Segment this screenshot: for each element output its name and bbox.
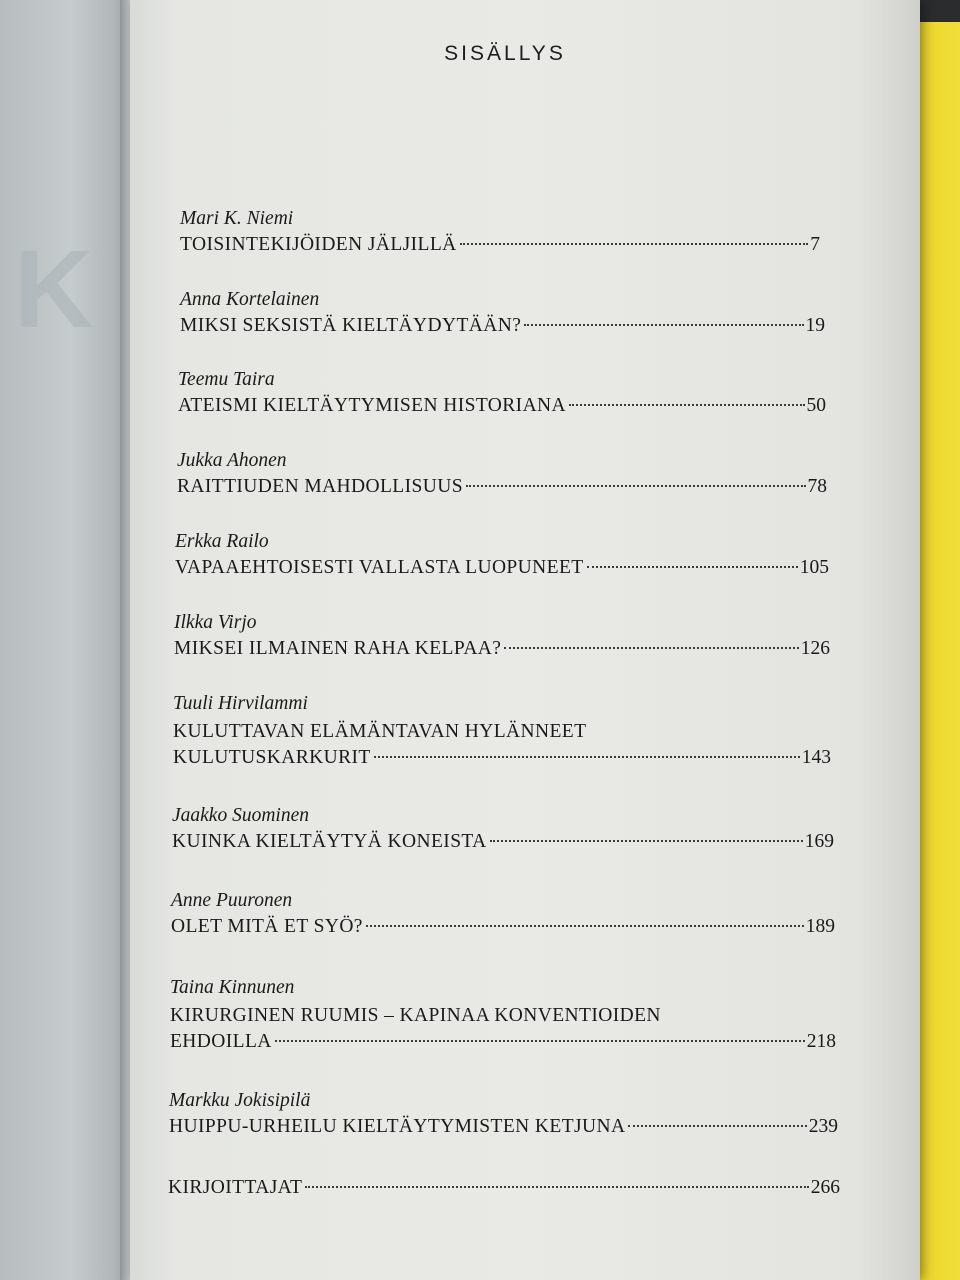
entry-author: Tuuli Hirvilammi [173, 693, 308, 714]
toc-entry [169, 1088, 839, 1140]
entry-author: Mari K. Niemi [180, 208, 294, 229]
facing-page-print: K [14, 230, 94, 350]
dot-leader [366, 925, 804, 927]
contents-page [130, 0, 920, 1280]
dot-leader [305, 1186, 808, 1188]
entry-title: MIKSI SEKSISTÄ KIELTÄYDYTÄÄN? [180, 315, 522, 336]
entry-author: Taina Kinnunen [170, 977, 295, 998]
entry-author: Markku Jokisipilä [169, 1090, 311, 1111]
entry-title: MIKSEI ILMAINEN RAHA KELPAA? [174, 638, 502, 659]
dot-leader [587, 566, 798, 568]
entry-author: Anna Kortelainen [180, 289, 320, 310]
entry-author: Anne Puuronen [171, 890, 293, 911]
toc-entry [172, 803, 842, 855]
dot-leader [504, 647, 798, 649]
entry-page-number: 189 [805, 916, 835, 937]
dot-leader [628, 1125, 806, 1127]
toc-entry [180, 206, 850, 258]
entry-title-row [173, 745, 831, 771]
entry-title-row [170, 1029, 836, 1055]
toc-entry [180, 287, 850, 339]
entry-author: Jaakko Suominen [172, 805, 309, 826]
toc-entry [173, 691, 843, 771]
entry-author: Teemu Taira [178, 369, 275, 390]
toc-entry [175, 529, 845, 581]
toc-entry [178, 367, 848, 419]
dot-leader [374, 756, 800, 758]
entry-title: KULUTUSKARKURIT [173, 747, 371, 768]
entry-page-number: 105 [799, 557, 829, 578]
entry-page-number: 169 [804, 831, 834, 852]
entry-author: Jukka Ahonen [177, 450, 287, 471]
entry-title-row [174, 636, 830, 662]
entry-title-row [180, 232, 820, 258]
entry-title: EHDOILLA [170, 1031, 272, 1052]
entry-page-number: 218 [806, 1031, 836, 1052]
entry-title: KIRJOITTAJAT [168, 1177, 303, 1198]
entry-title-line: KULUTTAVAN ELÄMÄNTAVAN HYLÄNNEET [173, 721, 587, 742]
entry-title: TOISINTEKIJÖIDEN JÄLJILLÄ [180, 234, 457, 255]
entry-page-number: 7 [810, 234, 820, 255]
toc-list [130, 0, 920, 1280]
entry-title-row [168, 1175, 840, 1201]
entry-title-row [171, 914, 835, 940]
entry-title-row [177, 474, 827, 500]
entry-title-row [175, 555, 829, 581]
entry-page-number: 126 [800, 638, 830, 659]
toc-entry [171, 888, 841, 940]
entry-title: OLET MITÄ ET SYÖ? [171, 916, 363, 937]
dot-leader [275, 1040, 805, 1042]
dot-leader [460, 243, 809, 245]
toc-entry [168, 1175, 838, 1201]
entry-author: Erkka Railo [175, 531, 269, 552]
entry-page-number: 143 [801, 747, 831, 768]
entry-author: Ilkka Virjo [174, 612, 257, 633]
toc-entry [170, 975, 840, 1055]
entry-title-row [169, 1114, 838, 1140]
toc-entry [177, 448, 847, 500]
entry-page-number: 78 [807, 476, 827, 497]
facing-page [0, 0, 128, 1280]
entry-title-row [180, 313, 825, 339]
toc-entry [174, 610, 844, 662]
dot-leader [490, 840, 803, 842]
dot-leader [524, 324, 803, 326]
entry-title-row [172, 829, 834, 855]
entry-title: HUIPPU-URHEILU KIELTÄYTYMISTEN KETJUNA [169, 1116, 626, 1137]
entry-title: ATEISMI KIELTÄYTYMISEN HISTORIANA [178, 395, 567, 416]
page-title: SISÄLLYS [444, 42, 566, 65]
entry-page-number: 50 [806, 395, 826, 416]
entry-title-line: KIRURGINEN RUUMIS – KAPINAA KONVENTIOIDEN [170, 1005, 661, 1026]
entry-title-row [178, 393, 826, 419]
entry-title: VAPAAEHTOISESTI VALLASTA LUOPUNEET [175, 557, 584, 578]
entry-title: KUINKA KIELTÄYTYÄ KONEISTA [172, 831, 487, 852]
entry-page-number: 266 [810, 1177, 840, 1198]
dot-leader [569, 404, 804, 406]
entry-page-number: 19 [805, 315, 825, 336]
entry-page-number: 239 [808, 1116, 838, 1137]
entry-title: RAITTIUDEN MAHDOLLISUUS [177, 476, 463, 497]
dot-leader [466, 485, 806, 487]
